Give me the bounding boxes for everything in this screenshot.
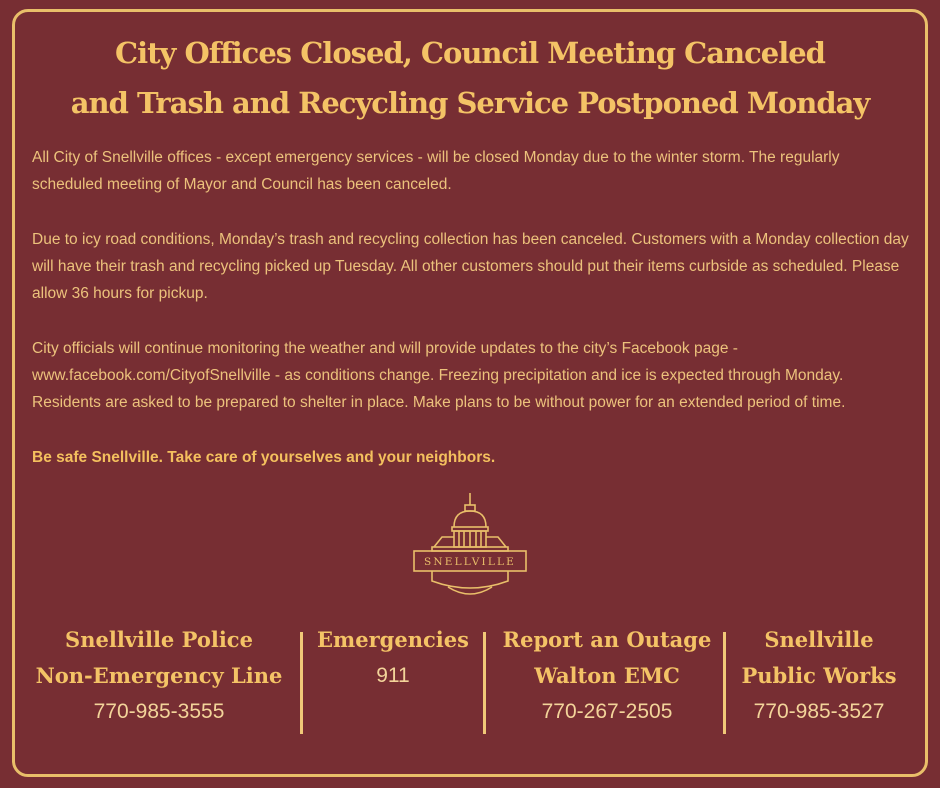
headline	[0, 28, 940, 128]
contact-phone[interactable]: 911	[376, 664, 410, 687]
headline-line-2: and Trash and Recycling Service Postponed Monday	[70, 86, 870, 120]
contact-public-works	[733, 622, 905, 730]
column-divider	[723, 632, 726, 734]
contact-title: Report an Outage	[502, 627, 712, 652]
contact-outage	[492, 622, 722, 730]
paragraph-offices: All City of Snellville offices - except emergency services - will be closed Monday due to the winter storm. The regularly scheduled meeting of Mayor and Council has been canceled.	[32, 149, 840, 193]
contact-title: Emergencies	[317, 627, 469, 652]
paragraph-updates: City officials will continue monitoring the weather and will provide updates to the city’s Facebook page - www.facebook.com/CityofSnellville - as conditions change. Freezing precipitation and ice is expected through Monday. Residents are asked to be prepared to shelter in place. Make plans to be without power for an extended period of time.	[32, 340, 846, 411]
column-divider	[483, 632, 486, 734]
contact-police	[30, 622, 288, 730]
column-divider	[300, 632, 303, 734]
logo-text: SNELLVILLE	[423, 556, 517, 568]
contact-subtitle: Non-Emergency Line	[35, 663, 283, 688]
contact-title: Snellville	[764, 627, 874, 652]
contact-title: Snellville Police	[65, 627, 253, 652]
contact-subtitle: Walton EMC	[534, 663, 680, 688]
announcement-body	[32, 144, 912, 499]
contact-phone[interactable]: 770-985-3527	[753, 700, 885, 723]
contact-subtitle: Public Works	[741, 663, 897, 688]
contact-emergencies	[308, 622, 478, 694]
paragraph-trash: Due to icy road conditions, Monday’s trash and recycling collection has been canceled. Customers with a Monday collection day will have their trash and recycling picked up Tuesday. All other customers should put their items curbside as scheduled. Please allow 36 hours for pickup.	[32, 231, 909, 302]
closing-message: Be safe Snellville. Take care of yourselves and your neighbors.	[32, 449, 496, 466]
contact-phone[interactable]: 770-985-3555	[93, 700, 225, 723]
headline-line-1: City Offices Closed, Council Meeting Canceled	[115, 36, 825, 70]
city-hall-logo-icon	[412, 493, 528, 603]
contact-phone[interactable]: 770-267-2505	[541, 700, 673, 723]
